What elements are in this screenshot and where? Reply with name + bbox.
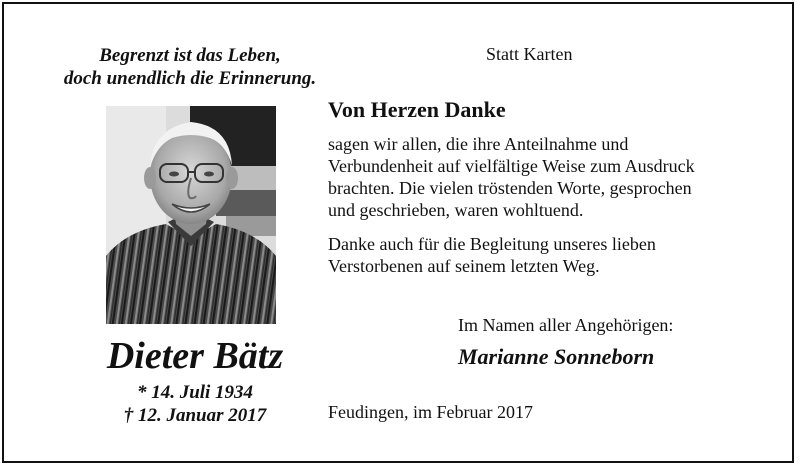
motto-line-2: doch unendlich die Erinnerung. [63, 68, 317, 89]
motto-line-1: Begrenzt ist das Leben, [99, 45, 281, 66]
thanks-paragraph-1 [328, 133, 758, 221]
place-and-date: Feudingen, im Februar 2017 [328, 402, 533, 422]
motto-quote [30, 44, 350, 90]
paragraph-line: und geschrieben, waren wohltuend. [328, 200, 584, 220]
paragraph-line: brachten. Die vielen tröstenden Worte, gesprochen [328, 178, 692, 198]
thanks-paragraph-2 [328, 233, 758, 277]
paragraph-line: Verbundenheit auf vielfältige Weise zum Ausdruck [328, 156, 695, 176]
portrait-photo [106, 106, 276, 324]
life-dates [60, 381, 330, 427]
deceased-name: Dieter Bätz [106, 335, 284, 377]
signer-name: Marianne Sonneborn [458, 344, 655, 369]
death-date: † 12. Januar 2017 [123, 405, 267, 426]
message-heading: Von Herzen Danke [328, 97, 506, 122]
paragraph-line: Danke auch für die Begleitung unseres lieben [328, 234, 656, 254]
paragraph-line: Verstorbenen auf seinem letzten Weg. [328, 256, 600, 276]
notice-type: Statt Karten [486, 44, 573, 64]
on-behalf-line: Im Namen aller Angehörigen: [458, 315, 674, 335]
birth-date: * 14. Juli 1934 [136, 382, 254, 403]
paragraph-line: sagen wir allen, die ihre Anteilnahme und [328, 134, 629, 154]
